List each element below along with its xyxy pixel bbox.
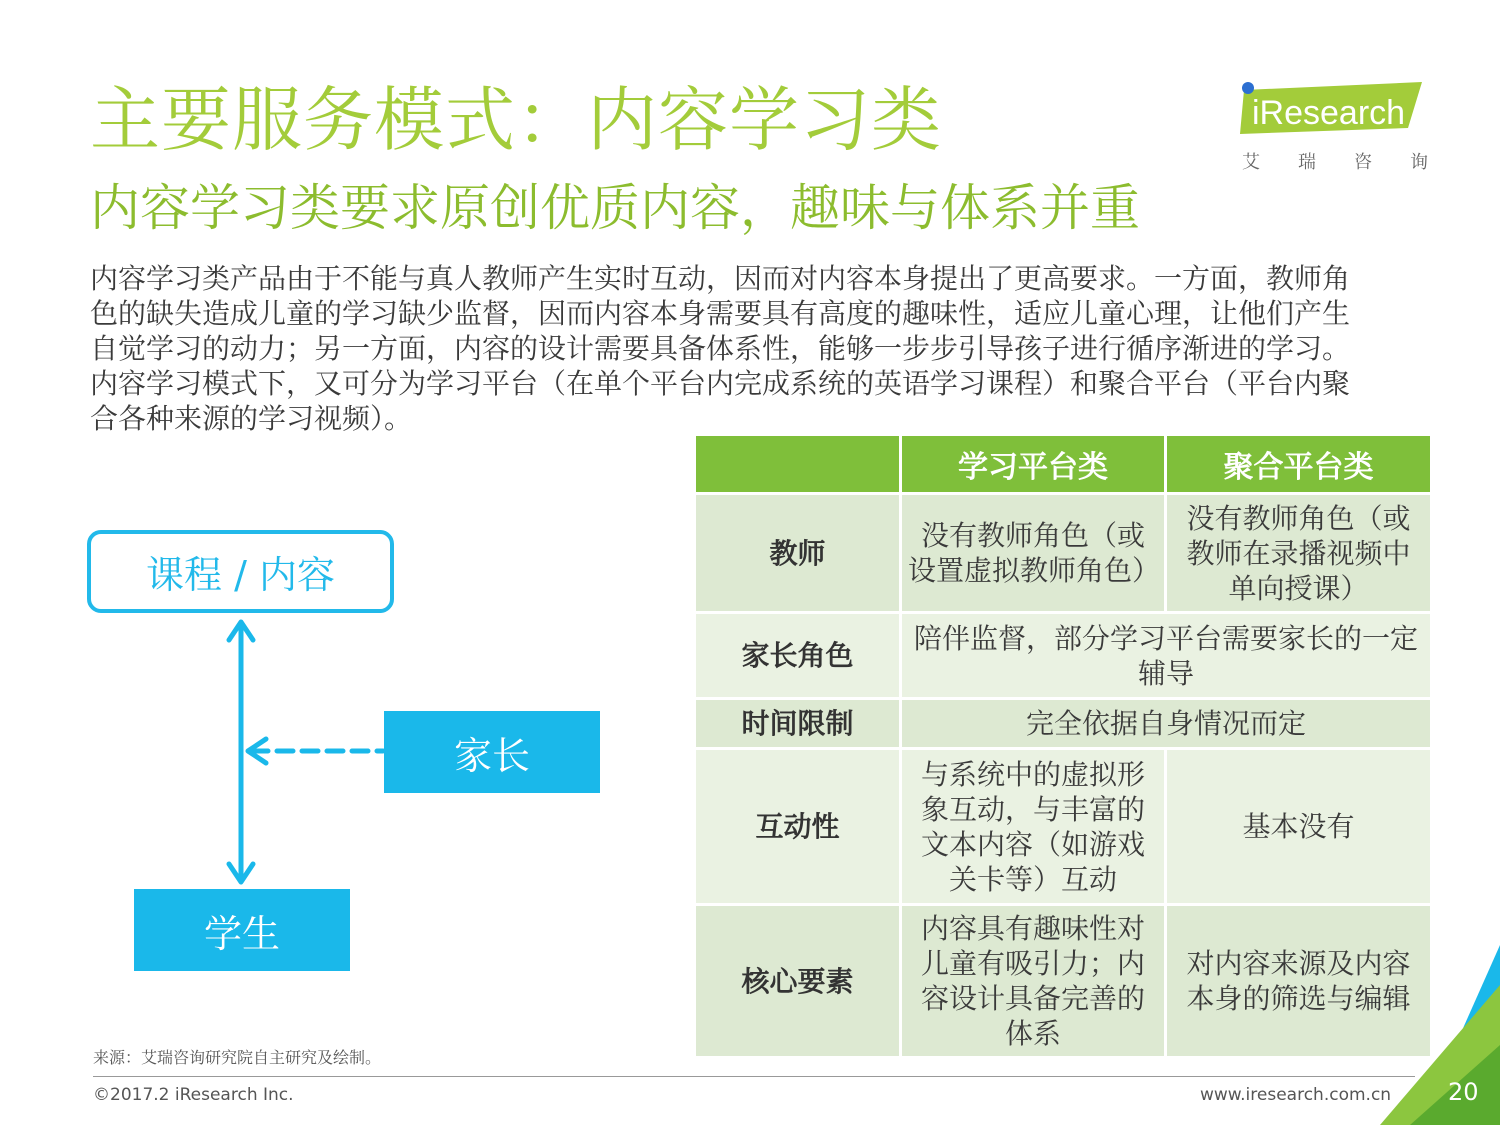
student-box: 学生 xyxy=(134,889,350,971)
table-cell: 没有教师角色（或设置虚拟教师角色） xyxy=(901,494,1166,613)
logo-char: 艾 xyxy=(1242,152,1260,173)
row-label: 教师 xyxy=(695,494,901,613)
logo-char: 瑞 xyxy=(1298,152,1316,173)
diagram-arrows xyxy=(0,0,700,1000)
table-row xyxy=(695,613,1432,699)
website-link[interactable]: www.iresearch.com.cn xyxy=(1200,1085,1392,1105)
row-label: 核心要素 xyxy=(695,905,901,1058)
table-row xyxy=(695,749,1432,905)
logo-chinese-name xyxy=(1240,148,1430,174)
page-title: 主要服务模式：内容学习类 xyxy=(90,79,942,161)
corner-decoration xyxy=(1380,945,1500,1125)
table-cell: 对内容来源及内容本身的筛选与编辑 xyxy=(1166,905,1432,1058)
body-line: 内容学习模式下，又可分为学习平台（在单个平台内完成系统的英语学习课程）和聚合平台（平台内聚 xyxy=(90,367,1351,400)
page-number: 20 xyxy=(1448,1078,1479,1106)
table-cell: 内容具有趣味性对儿童有吸引力；内容设计具备完善的体系 xyxy=(901,905,1166,1058)
logo-graphic xyxy=(1240,78,1430,140)
header-aggregation-platform: 聚合平台类 xyxy=(1166,435,1432,494)
body-line: 合各种来源的学习视频）。 xyxy=(90,402,413,435)
course-content-box: 课程 / 内容 xyxy=(87,530,394,613)
logo-char: 咨 xyxy=(1354,152,1372,173)
table-row xyxy=(695,494,1432,613)
body-line: 色的缺失造成儿童的学习缺少监督，因而内容本身需要具有高度的趣味性，适应儿童心理，让他们产生 xyxy=(90,297,1351,330)
table-cell: 没有教师角色（或教师在录播视频中单向授课） xyxy=(1166,494,1432,613)
body-line: 自觉学习的动力；另一方面，内容的设计需要具备体系性，能够一步步引导孩子进行循序渐进的学习。 xyxy=(90,332,1351,365)
parent-box: 家长 xyxy=(384,711,600,793)
comparison-table xyxy=(693,433,1433,1059)
table-row xyxy=(695,699,1432,749)
copyright-text: ©2017.2 iResearch Inc. xyxy=(93,1085,294,1105)
row-label: 时间限制 xyxy=(695,699,901,749)
page-subtitle: 内容学习类要求原创优质内容，趣味与体系并重 xyxy=(90,179,1140,237)
table-cell: 与系统中的虚拟形象互动，与丰富的文本内容（如游戏关卡等）互动 xyxy=(901,749,1166,905)
header-learning-platform: 学习平台类 xyxy=(901,435,1166,494)
footer-divider xyxy=(93,1076,1415,1077)
logo-brand-text: iResearch xyxy=(1252,94,1406,132)
body-line: 内容学习类产品由于不能与真人教师产生实时互动，因而对内容本身提出了更高要求。一方面，教师角 xyxy=(90,262,1351,295)
source-note: 来源：艾瑞咨询研究院自主研究及绘制。 xyxy=(93,1048,382,1067)
header-empty xyxy=(695,435,901,494)
table-cell-merged: 完全依据自身情况而定 xyxy=(901,699,1432,749)
row-label: 家长角色 xyxy=(695,613,901,699)
table-cell: 基本没有 xyxy=(1166,749,1432,905)
logo-char: 询 xyxy=(1410,152,1428,173)
table-row xyxy=(695,905,1432,1058)
row-label: 互动性 xyxy=(695,749,901,905)
table-cell-merged: 陪伴监督，部分学习平台需要家长的一定辅导 xyxy=(901,613,1432,699)
iresearch-logo xyxy=(1240,78,1430,173)
table-header-row xyxy=(695,435,1432,494)
